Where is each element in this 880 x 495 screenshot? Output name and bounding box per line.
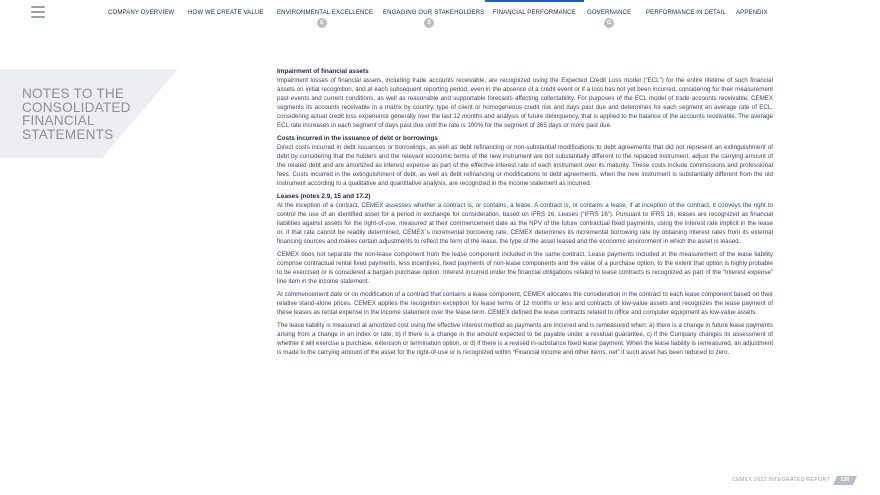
paragraph: Impairment losses of financial assets, including trade accounts receivable, are recognized using the Expected Credit Loss model (“ECL”) for the entire lifetime of such financial assets on initial recognition, and at each subsequent reporting period, even in the absence of a credit event or if a loss has not yet been incurred, considering for their measurement past events and current conditions, as well as reasonable and supportable forecasts affecting collectability. For purposes of the ECL model of trade accounts receivable, CEMEX segments its accounts receivable in a matrix by country, type of client or homogeneous credit risk and days past due and determines for each segment an average rate of ECL, considering actual credit loss experience generally over the last 12 months and analysis of future delinquency, that is applied to the balance of the accounts receivable. The average ECL rate increases in each segment of days past due until the rate is 100% for the segment of 365 days or more past due. [277,77,773,129]
nav-governance[interactable]: GOVERNANCE [587,9,632,16]
nav-financial-performance[interactable]: FINANCIAL PERFORMANCE [493,9,576,16]
governance-badge-icon: G [604,18,614,28]
section-heading-debt-costs: Costs incurred in the issuance of debt or borrowings [277,135,438,142]
page-number: 136 [840,477,850,483]
nav-engaging-our-stakeholders[interactable]: ENGAGING OUR STAKEHOLDERS [383,9,485,16]
section-title-line: NOTES TO THE [22,86,125,101]
paragraph: At commencement date or on modification of a contract that contains a lease component, CEMEX allocates the consideration in the contract to each lease component based on their relative stand-alone prices. CEMEX applies the recognition exception for lease terms of 12 months or less and contracts of low-value assets and recognizes the lease payment of these leases as rental expense in the income statement over the lease term. CEMEX defined the lease contracts related to office and computer equipment as low-value assets. [277,291,773,316]
page-number-badge [833,476,857,485]
section-title-line: CONSOLIDATED [22,99,131,115]
nav-how-we-create-value[interactable]: HOW WE CREATE VALUE [188,9,264,16]
social-badge-icon: S [424,18,434,28]
paragraph: CEMEX does not separate the non-lease component from the lease component included in the same contract. Lease payments included in the measurement of the lease liability comprise contractual rental fixed payments, less incentives, fixed payments of non-lease components and the value of a purchase option, to the extent that option is highly probable to be exercised or is considered a bargain purchase option. Interest incurred under the financial obligations related to lease contracts is recognized as part of the “Interest expense” line item in the income statement. [277,251,773,285]
section-title-line: FINANCIAL [22,113,95,128]
notes-content [277,67,773,357]
section-title [22,87,131,141]
section-banner [0,69,260,158]
report-label: CEMEX 2022 INTEGRATED REPORT [732,477,830,483]
environmental-badge-icon: E [317,18,327,28]
nav-performance-in-detail[interactable]: PERFORMANCE IN DETAIL [646,9,726,16]
nav-company-overview[interactable]: COMPANY OVERVIEW [108,9,175,16]
paragraph: The lease liability is measured at amortized cost using the effective interest method as payments are incurred and is remeasured when: a) there is a change in future lease payments arising from a change in an index or rate, b) if there is a change in the amount expected to be payable under a residual guarantee, c) if the Company changes its assessment of whether it will exercise a purchase, extension or termination option, or d) if there is a revised in-substance fixed lease payment. When the lease liability is remeasured, an adjustment is made to the carrying amount of the asset for the right-of-use or is recognized within “Financial income and other items, net” if such asset has been reduced to zero. [277,322,773,356]
section-heading-leases: Leases (notes 2.9, 15 and 17.2) [277,193,371,200]
nav-appendix[interactable]: APPENDIX [736,9,768,16]
section-heading-impairment: Impairment of financial assets [277,68,369,75]
section-title-line: STATEMENTS [22,126,114,142]
nav-environmental-excellence[interactable]: ENVIRONMENTAL EXCELLENCE [277,9,374,16]
top-navigation [0,0,880,30]
paragraph: Direct costs incurred in debt issuances or borrowings, as well as debt refinancing or non-substantial modifications to debt agreements that did not represent an extinguishment of debt by considering that the holders and the relevant economic terms of the new instrument are not substantially different to the replaced instrument, adjust the carrying amount of the related debt and are amortized as interest expense as part of the effective interest rate of each instrument over its maturity. These costs include commissions and professional fees. Costs incurred in the extinguishment of debt, as well as debt refinancing or modifications to debt agreements, when the new instrument is substantially different from the old instrument according to a qualitative and quantitative analysis, are recognized in the income statement as incurred. [277,144,773,187]
paragraph: At the inception of a contract, CEMEX assesses whether a contract is, or contains, a lease. A contract is, or contains a lease, if at inception of the contract, it conveys the right to control the use of an identified asset for a period in exchange for consideration, based on IFRS 16, Leases (“IFRS 16”). Pursuant to IFRS 16, leases are recognized as financial liabilities against assets for the right-of-use, measured at their commencement date as the NPV of the future contractual fixed payments, using the interest rate implicit in the lease or, if that rate cannot be readily determined, CEMEX´s incremental borrowing rate. CEMEX determines its incremental borrowing rate by obtaining interest rates from its external financing sources and makes certain adjustments to reflect the term of the lease, the type of the asset leased and the economic environment in which the asset is leased. [277,202,773,245]
